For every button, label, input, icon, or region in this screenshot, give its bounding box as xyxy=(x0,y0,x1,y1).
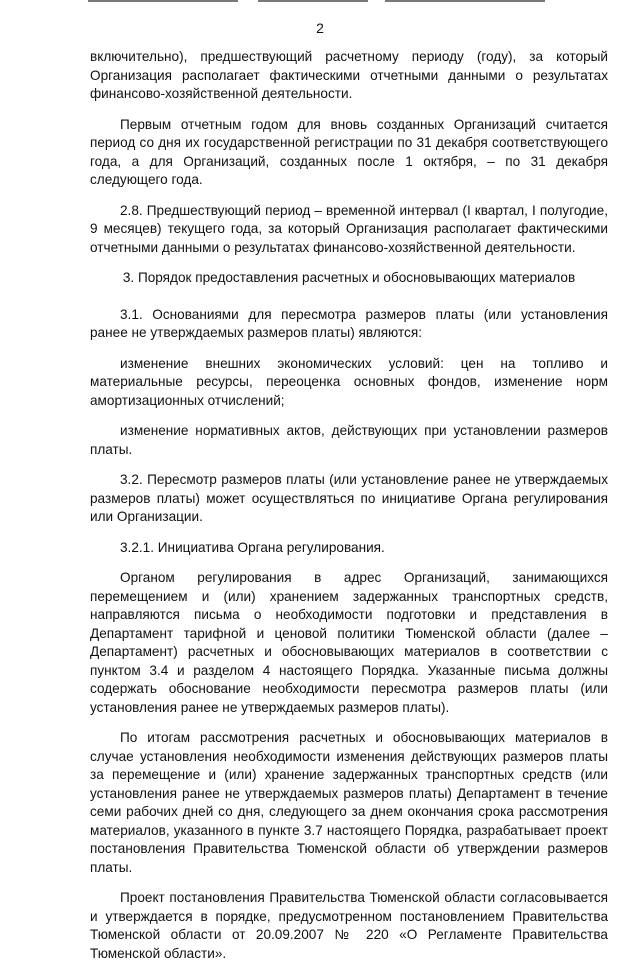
paragraph-3-1: 3.1. Основаниями для пересмотра размеров платы (или установления ранее не утверждаемых размеров платы) являются: xyxy=(90,306,608,340)
scan-edge-mark xyxy=(385,0,545,2)
section-3-title: 3. Порядок предоставления расчетных и обосновывающих материалов xyxy=(122,270,576,285)
scan-edge-mark xyxy=(258,0,368,2)
paragraph: Проект постановления Правительства Тюменской области согласовывается и утверждается в порядке, предусмотренном постановлением Правительства Тюменской области от 20.09.2007 № 220 «О Регламенте Правительства Тюменской области». xyxy=(90,890,608,961)
paragraph: изменение нормативных актов, действующих при установлении размеров платы. xyxy=(90,423,608,457)
paragraph: По итогам рассмотрения расчетных и обосновывающих материалов в случае установления необходимости изменения действующих размеров платы за перемещение и (или) хранение задержанных транспортных средств (или установления ранее не утверждаемых размеров платы) Департамент в течение семи рабочих дней со дня, следующего за днем окончания срока рассмотрения материалов, указанного в пункте 3.7 настоящего Порядка, разрабатывает проект постановления Правительства Тюменской области об утверждении размеров платы. xyxy=(90,730,608,875)
paragraph: Органом регулирования в адрес Организаций, занимающихся перемещением и (или) хранением задержанных транспортных средств, направляются письма о необходимости подготовки и представления в Департамент тарифной и ценовой политики Тюменской области (далее – Департамент) расчетных и обосновывающих материалов в соответствии с пунктом 3.4 и разделом 4 настоящего Порядка. Указанные письма должны содержать обоснование необходимости пересмотра размеров платы (или установления ранее не утверждаемых размеров платы). xyxy=(90,570,608,715)
paragraph-3-2-1: 3.2.1. Инициатива Органа регулирования. xyxy=(120,539,385,555)
document-body xyxy=(90,48,608,975)
paragraph: включительно), предшествующий расчетному периоду (году), за который Организация располагает фактическими отчетными данными о результатах финансово-хозяйственной деятельности. xyxy=(90,49,608,101)
paragraph: Первым отчетным годом для вновь созданных Организаций считается период со дня их государственной регистрации по 31 декабря соответствующего года, а для Организаций, созданных после 1 октября, – по 31 декабря следующего года. xyxy=(90,116,608,187)
paragraph-2-8: 2.8. Предшествующий период – временной интервал (I квартал, I полугодие, 9 месяцев) текущего года, за который Организация располагает фактическими отчетными данными о результатах финансово-хозяйственной деятельности. xyxy=(90,202,608,255)
paragraph: изменение внешних экономических условий: цен на топливо и материальные ресурсы, переоценка основных фондов, изменение норм амортизационных отчислений; xyxy=(90,355,608,408)
paragraph-3-2: 3.2. Пересмотр размеров платы (или установление ранее не утверждаемых размеров платы) может осуществляться по инициативе Органа регулирования или Организации. xyxy=(90,472,608,524)
page-number: 2 xyxy=(316,20,324,36)
scan-edge-mark xyxy=(88,0,238,2)
